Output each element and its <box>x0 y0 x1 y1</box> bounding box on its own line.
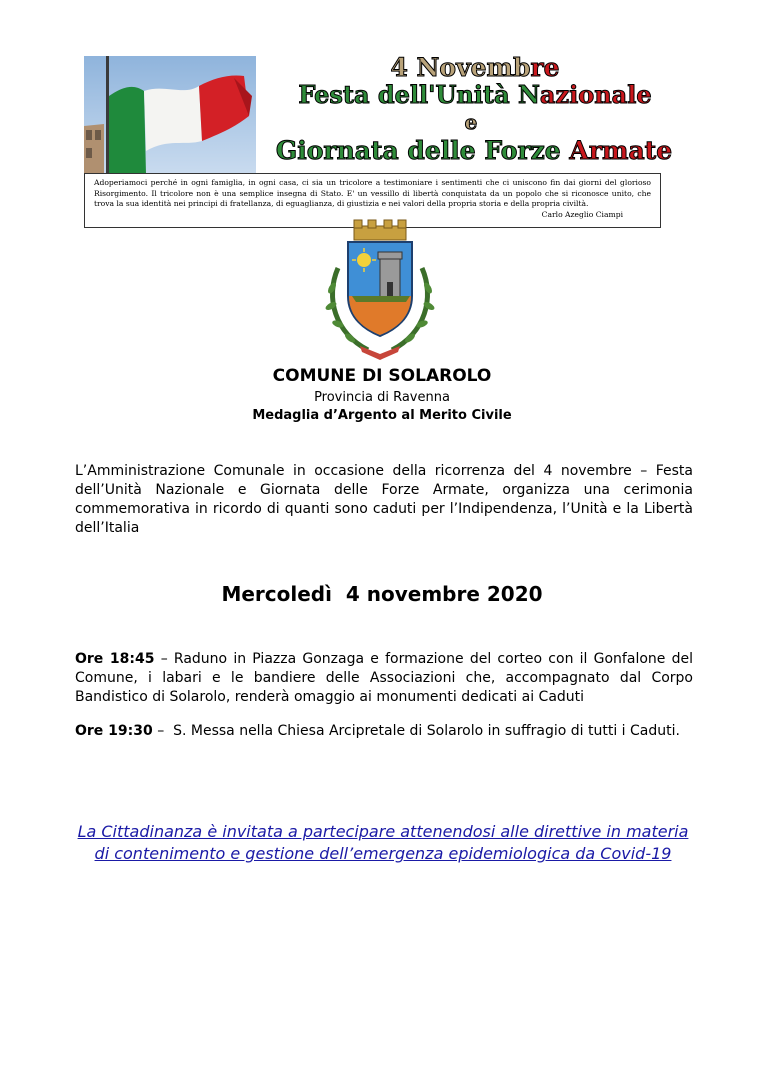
civil-honor: Medaglia d’Argento al Merito Civile <box>252 408 512 423</box>
notice-line: di contenimento e gestione dell’emergenza epidemiologica da Covid-19 <box>94 844 672 863</box>
title-giornata: Giornata delle Forze Armate <box>275 136 673 165</box>
province-name: Provincia di Ravenna <box>314 390 450 405</box>
title-conjunction: e <box>464 110 478 134</box>
municipal-crest <box>320 218 440 360</box>
event-description: – S. Messa nella Chiesa Arcipretale di Solarolo in suffragio di tutti i Caduti. <box>152 723 680 739</box>
title-festa: Festa dell'Unità Nazionale <box>298 80 652 109</box>
quote-text: Adoperiamoci perché in ogni famiglia, in ogni casa, ci sia un tricolore a testimoniare i sentimenti che ci uniscono fin dai giorni del glorioso Risorgimento. Il tricolore non è una semplice insegna di Stato. E' un vessillo di libertà conquistata da un popolo che si riconosce unito, che trova la sua identità nei principi di fratellanza, di eguaglianza, di giustizia e nei valori della propria storia e della propria civiltà. <box>94 178 651 208</box>
event-item <box>75 722 693 741</box>
title-date: 4 Novembre <box>390 53 560 82</box>
municipality-name: COMUNE DI SOLAROLO <box>272 366 492 386</box>
event-date-heading: Mercoledì 4 novembre 2020 <box>221 582 543 606</box>
event-item <box>75 650 693 707</box>
covid-notice <box>60 821 706 865</box>
quote-author: Carlo Azeglio Ciampi <box>541 209 623 219</box>
intro-paragraph: L’Amministrazione Comunale in occasione della ricorrenza del 4 novembre – Festa dell’Unità Nazionale e Giornata delle Forze Armate, organizza una cerimonia commemorativa in ricordo di quanti sono caduti per l’Indipendenza, l’Unità e la Libertà dell’Italia <box>75 463 693 536</box>
event-time: Ore 19:30 <box>75 723 153 739</box>
notice-line: La Cittadinanza è invitata a partecipare attenendosi alle direttive in materia <box>77 822 689 841</box>
event-time: Ore 18:45 <box>75 651 155 667</box>
event-description: – Raduno in Piazza Gonzaga e formazione del corteo con il Gonfalone del Comune, i labari e le bandiere delle Associazioni che, accompagnato dal Corpo Bandistico di Solarolo, renderà omaggio ai monumenti dedicati ai Caduti <box>75 651 693 705</box>
italian-flag-image <box>84 56 256 174</box>
